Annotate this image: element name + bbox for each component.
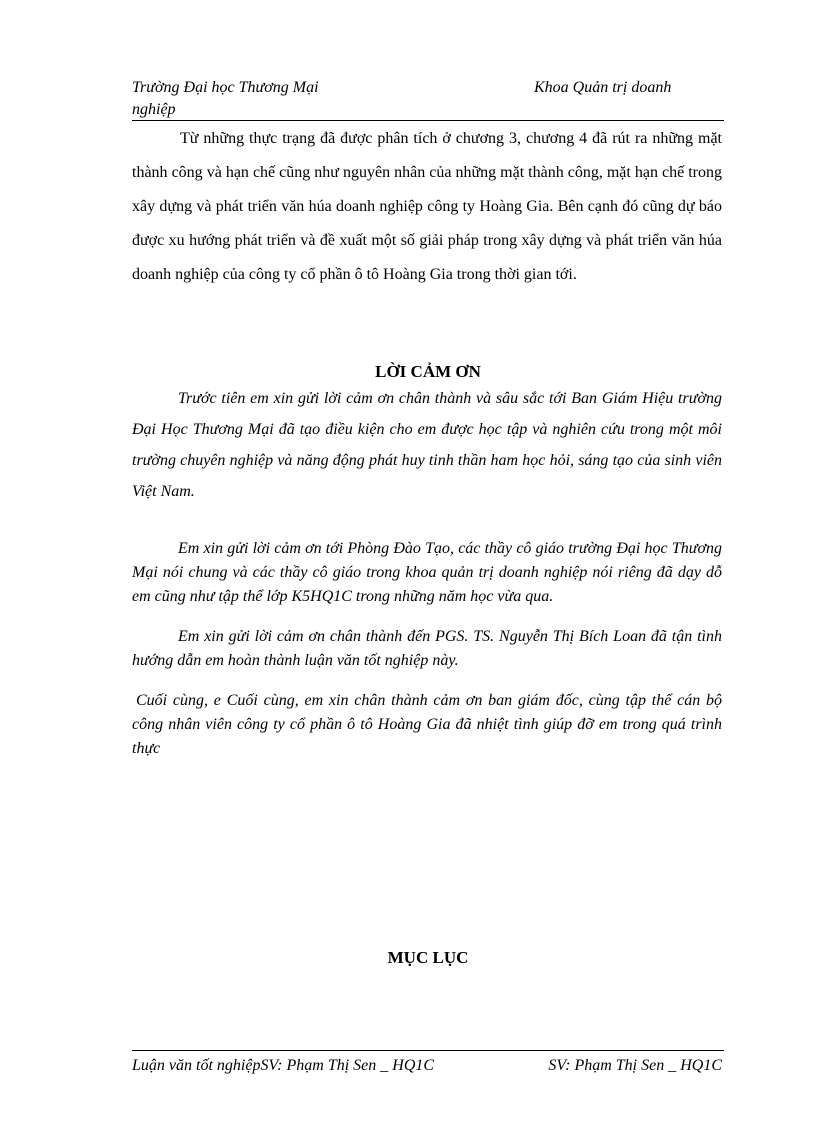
header-divider: [132, 120, 724, 121]
header-school: Trường Đại học Thương Mại: [132, 79, 319, 96]
acknowledgement-paragraph-4: Cuối cùng, e Cuối cùng, em xin chân thành cảm ơn ban giám đốc, cùng tập thể cán bộ công nhân viên công ty cổ phần ô tô Hoàng Gia đã nhiệt tình giúp đỡ em trong quá trình thực: [132, 692, 722, 757]
footer-divider: [132, 1050, 724, 1051]
table-of-contents-title: MỤC LỤC: [387, 948, 469, 967]
acknowledgement-paragraph-3: Em xin gửi lời cảm ơn chân thành đến PGS. TS. Nguyễn Thị Bích Loan đã tận tình hướng dẫn em hoàn thành luận văn tốt nghiệp này.: [132, 628, 722, 669]
acknowledgements-title: LỜI CẢM ƠN: [375, 362, 481, 381]
intro-paragraph: Từ những thực trạng đã được phân tích ở chương 3, chương 4 đã rút ra những mặt thành công và hạn chế cũng như nguyên nhân của những mặt thành công, mặt hạn chế trong xây dựng và phát triển văn húa doanh nghiệp công ty Hoàng Gia. Bên cạnh đó cũng dự báo được xu hướng phát triển và đề xuất một số giải pháp trong xây dựng và phát triển văn húa doanh nghiệp của công ty cổ phần ô tô Hoàng Gia trong thời gian tới.: [132, 130, 722, 283]
acknowledgement-paragraph-2: Em xin gửi lời cảm ơn tới Phòng Đào Tạo, các thầy cô giáo trường Đại học Thương Mại nói chung và các thầy cô giáo trong khoa quản trị doanh nghiệp nói riêng đã dạy dỗ em cũng như tập thể lớp K5HQ1C trong những năm học vừa qua.: [132, 540, 722, 605]
header-faculty-continued: nghiệp: [132, 101, 176, 118]
footer-right-text: SV: Phạm Thị Sen _ HQ1C: [548, 1057, 722, 1074]
header-faculty: Khoa Quản trị doanh: [534, 79, 672, 96]
footer-left-text: Luận văn tốt nghiệpSV: Phạm Thị Sen _ HQ1C: [132, 1057, 435, 1074]
acknowledgement-paragraph-1: Trước tiên em xin gửi lời cảm ơn chân thành và sâu sắc tới Ban Giám Hiệu trường Đại Học Thương Mại đã tạo điều kiện cho em được học tập và nghiên cứu trong một môi trường chuyên nghiệp và năng động phát huy tinh thần ham học hỏi, sáng tạo của sinh viên Việt Nam.: [132, 390, 722, 500]
